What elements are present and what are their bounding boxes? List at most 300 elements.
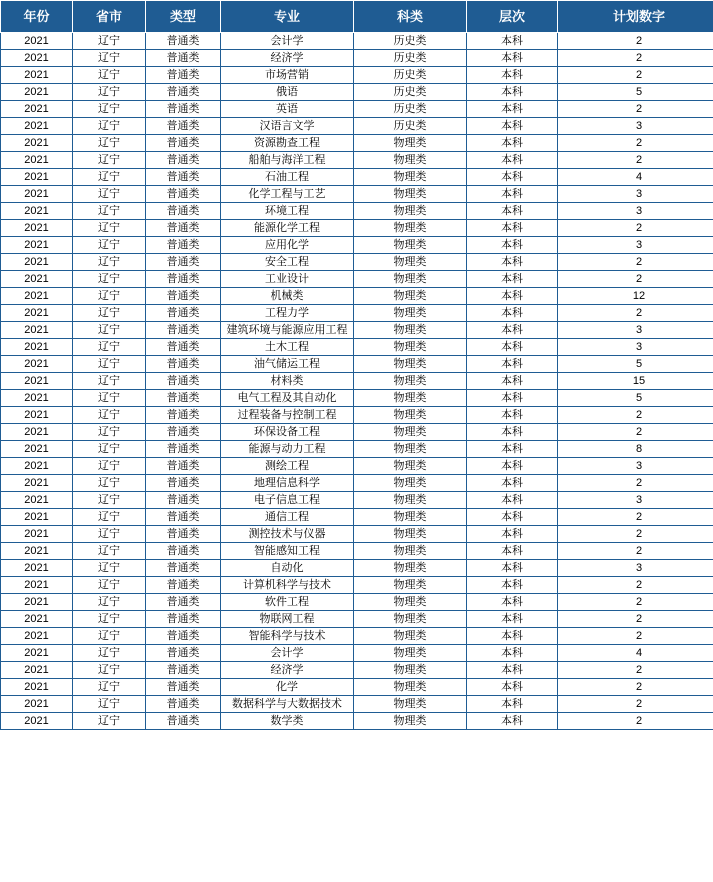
- cell-province: 辽宁: [73, 339, 146, 356]
- cell-level: 本科: [467, 118, 558, 135]
- table-row: [1, 475, 713, 492]
- cell-type: 普通类: [146, 203, 221, 220]
- cell-type: 普通类: [146, 118, 221, 135]
- cell-major: 土木工程: [221, 339, 354, 356]
- cell-province: 辽宁: [73, 152, 146, 169]
- cell-subject: 物理类: [354, 492, 467, 509]
- cell-type: 普通类: [146, 152, 221, 169]
- cell-level: 本科: [467, 356, 558, 373]
- cell-province: 辽宁: [73, 458, 146, 475]
- cell-province: 辽宁: [73, 594, 146, 611]
- column-header-level: 层次: [467, 1, 558, 33]
- cell-level: 本科: [467, 186, 558, 203]
- cell-subject: 物理类: [354, 220, 467, 237]
- cell-plan: 2: [558, 577, 713, 594]
- cell-province: 辽宁: [73, 33, 146, 50]
- cell-plan: 2: [558, 696, 713, 713]
- cell-type: 普通类: [146, 390, 221, 407]
- cell-plan: 2: [558, 611, 713, 628]
- cell-subject: 物理类: [354, 169, 467, 186]
- cell-major: 化学工程与工艺: [221, 186, 354, 203]
- cell-subject: 物理类: [354, 254, 467, 271]
- table-row: [1, 407, 713, 424]
- cell-major: 船舶与海洋工程: [221, 152, 354, 169]
- cell-level: 本科: [467, 33, 558, 50]
- table-row: [1, 373, 713, 390]
- cell-year: 2021: [1, 696, 73, 713]
- column-header-province: 省市: [73, 1, 146, 33]
- cell-type: 普通类: [146, 305, 221, 322]
- cell-type: 普通类: [146, 662, 221, 679]
- table-row: [1, 254, 713, 271]
- cell-level: 本科: [467, 475, 558, 492]
- table-body: [1, 33, 713, 730]
- cell-province: 辽宁: [73, 254, 146, 271]
- cell-level: 本科: [467, 322, 558, 339]
- cell-province: 辽宁: [73, 169, 146, 186]
- table-row: [1, 509, 713, 526]
- cell-level: 本科: [467, 84, 558, 101]
- cell-type: 普通类: [146, 254, 221, 271]
- cell-subject: 物理类: [354, 407, 467, 424]
- cell-major: 测绘工程: [221, 458, 354, 475]
- table-row: [1, 220, 713, 237]
- cell-type: 普通类: [146, 441, 221, 458]
- cell-plan: 2: [558, 305, 713, 322]
- cell-subject: 物理类: [354, 560, 467, 577]
- cell-level: 本科: [467, 492, 558, 509]
- cell-level: 本科: [467, 696, 558, 713]
- table-row: [1, 152, 713, 169]
- cell-level: 本科: [467, 543, 558, 560]
- cell-subject: 物理类: [354, 577, 467, 594]
- cell-subject: 物理类: [354, 611, 467, 628]
- table-row: [1, 305, 713, 322]
- cell-year: 2021: [1, 271, 73, 288]
- cell-province: 辽宁: [73, 696, 146, 713]
- cell-province: 辽宁: [73, 186, 146, 203]
- cell-subject: 物理类: [354, 152, 467, 169]
- cell-major: 智能科学与技术: [221, 628, 354, 645]
- table-row: [1, 50, 713, 67]
- cell-level: 本科: [467, 271, 558, 288]
- cell-province: 辽宁: [73, 50, 146, 67]
- cell-year: 2021: [1, 441, 73, 458]
- cell-level: 本科: [467, 203, 558, 220]
- cell-subject: 历史类: [354, 67, 467, 84]
- cell-year: 2021: [1, 543, 73, 560]
- cell-year: 2021: [1, 611, 73, 628]
- cell-province: 辽宁: [73, 509, 146, 526]
- cell-level: 本科: [467, 577, 558, 594]
- cell-plan: 2: [558, 662, 713, 679]
- cell-year: 2021: [1, 713, 73, 730]
- table-row: [1, 237, 713, 254]
- table-row: [1, 424, 713, 441]
- cell-plan: 8: [558, 441, 713, 458]
- cell-province: 辽宁: [73, 118, 146, 135]
- cell-level: 本科: [467, 135, 558, 152]
- cell-year: 2021: [1, 169, 73, 186]
- cell-year: 2021: [1, 322, 73, 339]
- cell-type: 普通类: [146, 288, 221, 305]
- cell-year: 2021: [1, 475, 73, 492]
- cell-type: 普通类: [146, 560, 221, 577]
- cell-major: 经济学: [221, 662, 354, 679]
- cell-province: 辽宁: [73, 288, 146, 305]
- cell-subject: 历史类: [354, 33, 467, 50]
- cell-year: 2021: [1, 67, 73, 84]
- cell-year: 2021: [1, 407, 73, 424]
- cell-year: 2021: [1, 526, 73, 543]
- cell-province: 辽宁: [73, 322, 146, 339]
- table-row: [1, 645, 713, 662]
- cell-subject: 物理类: [354, 662, 467, 679]
- cell-plan: 5: [558, 390, 713, 407]
- cell-type: 普通类: [146, 509, 221, 526]
- table-row: [1, 696, 713, 713]
- table-row: [1, 271, 713, 288]
- cell-type: 普通类: [146, 594, 221, 611]
- cell-major: 通信工程: [221, 509, 354, 526]
- cell-type: 普通类: [146, 186, 221, 203]
- cell-subject: 历史类: [354, 84, 467, 101]
- cell-subject: 历史类: [354, 50, 467, 67]
- cell-level: 本科: [467, 441, 558, 458]
- cell-year: 2021: [1, 84, 73, 101]
- cell-year: 2021: [1, 33, 73, 50]
- cell-plan: 12: [558, 288, 713, 305]
- table-row: [1, 288, 713, 305]
- cell-year: 2021: [1, 356, 73, 373]
- cell-plan: 2: [558, 152, 713, 169]
- cell-major: 能源化学工程: [221, 220, 354, 237]
- table-header-row: [1, 1, 713, 33]
- table-row: [1, 662, 713, 679]
- table-row: [1, 492, 713, 509]
- cell-subject: 物理类: [354, 645, 467, 662]
- cell-subject: 物理类: [354, 356, 467, 373]
- cell-year: 2021: [1, 560, 73, 577]
- cell-year: 2021: [1, 203, 73, 220]
- cell-type: 普通类: [146, 237, 221, 254]
- cell-type: 普通类: [146, 407, 221, 424]
- cell-province: 辽宁: [73, 305, 146, 322]
- cell-major: 物联网工程: [221, 611, 354, 628]
- cell-level: 本科: [467, 679, 558, 696]
- cell-major: 经济学: [221, 50, 354, 67]
- cell-major: 安全工程: [221, 254, 354, 271]
- cell-province: 辽宁: [73, 577, 146, 594]
- column-header-subject: 科类: [354, 1, 467, 33]
- cell-province: 辽宁: [73, 101, 146, 118]
- cell-major: 计算机科学与技术: [221, 577, 354, 594]
- cell-subject: 物理类: [354, 237, 467, 254]
- cell-province: 辽宁: [73, 713, 146, 730]
- cell-level: 本科: [467, 339, 558, 356]
- cell-level: 本科: [467, 458, 558, 475]
- cell-level: 本科: [467, 560, 558, 577]
- cell-subject: 物理类: [354, 424, 467, 441]
- cell-plan: 2: [558, 475, 713, 492]
- cell-major: 市场营销: [221, 67, 354, 84]
- cell-province: 辽宁: [73, 237, 146, 254]
- cell-major: 工程力学: [221, 305, 354, 322]
- cell-plan: 2: [558, 526, 713, 543]
- cell-year: 2021: [1, 424, 73, 441]
- cell-major: 能源与动力工程: [221, 441, 354, 458]
- cell-subject: 物理类: [354, 526, 467, 543]
- cell-year: 2021: [1, 390, 73, 407]
- cell-plan: 2: [558, 50, 713, 67]
- cell-plan: 2: [558, 407, 713, 424]
- table-row: [1, 169, 713, 186]
- cell-type: 普通类: [146, 543, 221, 560]
- cell-type: 普通类: [146, 220, 221, 237]
- cell-level: 本科: [467, 50, 558, 67]
- cell-level: 本科: [467, 237, 558, 254]
- cell-type: 普通类: [146, 271, 221, 288]
- cell-province: 辽宁: [73, 679, 146, 696]
- cell-subject: 物理类: [354, 458, 467, 475]
- cell-plan: 4: [558, 645, 713, 662]
- cell-province: 辽宁: [73, 407, 146, 424]
- cell-level: 本科: [467, 390, 558, 407]
- cell-major: 建筑环境与能源应用工程: [221, 322, 354, 339]
- cell-level: 本科: [467, 169, 558, 186]
- table-row: [1, 118, 713, 135]
- cell-major: 智能感知工程: [221, 543, 354, 560]
- cell-subject: 物理类: [354, 543, 467, 560]
- cell-type: 普通类: [146, 628, 221, 645]
- table-row: [1, 628, 713, 645]
- cell-level: 本科: [467, 645, 558, 662]
- cell-level: 本科: [467, 220, 558, 237]
- cell-subject: 物理类: [354, 373, 467, 390]
- cell-plan: 2: [558, 594, 713, 611]
- cell-province: 辽宁: [73, 373, 146, 390]
- cell-subject: 物理类: [354, 186, 467, 203]
- cell-type: 普通类: [146, 679, 221, 696]
- cell-province: 辽宁: [73, 645, 146, 662]
- cell-province: 辽宁: [73, 424, 146, 441]
- cell-type: 普通类: [146, 33, 221, 50]
- cell-year: 2021: [1, 339, 73, 356]
- table-row: [1, 679, 713, 696]
- column-header-major: 专业: [221, 1, 354, 33]
- table-row: [1, 84, 713, 101]
- cell-plan: 2: [558, 679, 713, 696]
- cell-major: 电气工程及其自动化: [221, 390, 354, 407]
- cell-year: 2021: [1, 679, 73, 696]
- cell-province: 辽宁: [73, 611, 146, 628]
- cell-major: 石油工程: [221, 169, 354, 186]
- cell-level: 本科: [467, 407, 558, 424]
- cell-type: 普通类: [146, 611, 221, 628]
- cell-major: 化学: [221, 679, 354, 696]
- cell-type: 普通类: [146, 475, 221, 492]
- cell-subject: 物理类: [354, 441, 467, 458]
- cell-province: 辽宁: [73, 441, 146, 458]
- column-header-type: 类型: [146, 1, 221, 33]
- cell-year: 2021: [1, 628, 73, 645]
- cell-level: 本科: [467, 628, 558, 645]
- cell-plan: 3: [558, 339, 713, 356]
- cell-year: 2021: [1, 237, 73, 254]
- cell-major: 软件工程: [221, 594, 354, 611]
- cell-subject: 物理类: [354, 696, 467, 713]
- cell-type: 普通类: [146, 169, 221, 186]
- cell-level: 本科: [467, 594, 558, 611]
- cell-year: 2021: [1, 458, 73, 475]
- cell-level: 本科: [467, 101, 558, 118]
- cell-plan: 15: [558, 373, 713, 390]
- cell-province: 辽宁: [73, 271, 146, 288]
- cell-year: 2021: [1, 288, 73, 305]
- table-row: [1, 67, 713, 84]
- cell-major: 应用化学: [221, 237, 354, 254]
- cell-province: 辽宁: [73, 390, 146, 407]
- cell-plan: 2: [558, 220, 713, 237]
- cell-year: 2021: [1, 662, 73, 679]
- cell-plan: 2: [558, 628, 713, 645]
- cell-subject: 物理类: [354, 339, 467, 356]
- table-row: [1, 186, 713, 203]
- cell-type: 普通类: [146, 101, 221, 118]
- cell-major: 过程装备与控制工程: [221, 407, 354, 424]
- cell-subject: 物理类: [354, 390, 467, 407]
- cell-major: 油气储运工程: [221, 356, 354, 373]
- cell-major: 电子信息工程: [221, 492, 354, 509]
- cell-level: 本科: [467, 288, 558, 305]
- column-header-plan: 计划数字: [558, 1, 713, 33]
- cell-type: 普通类: [146, 645, 221, 662]
- cell-plan: 2: [558, 543, 713, 560]
- cell-year: 2021: [1, 577, 73, 594]
- cell-plan: 2: [558, 135, 713, 152]
- cell-subject: 物理类: [354, 679, 467, 696]
- cell-major: 环境工程: [221, 203, 354, 220]
- cell-year: 2021: [1, 220, 73, 237]
- cell-major: 数据科学与大数据技术: [221, 696, 354, 713]
- table-row: [1, 356, 713, 373]
- cell-year: 2021: [1, 594, 73, 611]
- cell-type: 普通类: [146, 373, 221, 390]
- cell-year: 2021: [1, 492, 73, 509]
- cell-subject: 物理类: [354, 322, 467, 339]
- cell-type: 普通类: [146, 84, 221, 101]
- cell-level: 本科: [467, 67, 558, 84]
- cell-plan: 3: [558, 458, 713, 475]
- table-row: [1, 390, 713, 407]
- cell-type: 普通类: [146, 135, 221, 152]
- cell-type: 普通类: [146, 424, 221, 441]
- cell-type: 普通类: [146, 696, 221, 713]
- cell-level: 本科: [467, 373, 558, 390]
- cell-year: 2021: [1, 101, 73, 118]
- cell-province: 辽宁: [73, 203, 146, 220]
- cell-level: 本科: [467, 254, 558, 271]
- cell-subject: 历史类: [354, 101, 467, 118]
- cell-year: 2021: [1, 186, 73, 203]
- cell-plan: 3: [558, 237, 713, 254]
- table-row: [1, 101, 713, 118]
- cell-year: 2021: [1, 305, 73, 322]
- cell-major: 会计学: [221, 33, 354, 50]
- table-row: [1, 322, 713, 339]
- cell-province: 辽宁: [73, 526, 146, 543]
- cell-type: 普通类: [146, 322, 221, 339]
- cell-major: 材料类: [221, 373, 354, 390]
- table-row: [1, 713, 713, 730]
- cell-year: 2021: [1, 135, 73, 152]
- cell-plan: 2: [558, 101, 713, 118]
- cell-subject: 物理类: [354, 288, 467, 305]
- cell-year: 2021: [1, 152, 73, 169]
- cell-year: 2021: [1, 254, 73, 271]
- cell-plan: 3: [558, 203, 713, 220]
- cell-plan: 3: [558, 560, 713, 577]
- cell-province: 辽宁: [73, 492, 146, 509]
- cell-subject: 历史类: [354, 118, 467, 135]
- cell-subject: 物理类: [354, 628, 467, 645]
- cell-major: 汉语言文学: [221, 118, 354, 135]
- cell-province: 辽宁: [73, 662, 146, 679]
- cell-province: 辽宁: [73, 475, 146, 492]
- cell-province: 辽宁: [73, 84, 146, 101]
- cell-major: 机械类: [221, 288, 354, 305]
- cell-major: 英语: [221, 101, 354, 118]
- cell-year: 2021: [1, 509, 73, 526]
- cell-type: 普通类: [146, 577, 221, 594]
- table-row: [1, 560, 713, 577]
- table-row: [1, 594, 713, 611]
- cell-type: 普通类: [146, 67, 221, 84]
- cell-type: 普通类: [146, 526, 221, 543]
- cell-plan: 3: [558, 492, 713, 509]
- table-row: [1, 135, 713, 152]
- cell-level: 本科: [467, 526, 558, 543]
- cell-plan: 4: [558, 169, 713, 186]
- cell-level: 本科: [467, 662, 558, 679]
- cell-level: 本科: [467, 509, 558, 526]
- column-header-year: 年份: [1, 1, 73, 33]
- cell-plan: 2: [558, 713, 713, 730]
- cell-plan: 2: [558, 271, 713, 288]
- cell-level: 本科: [467, 152, 558, 169]
- cell-subject: 物理类: [354, 203, 467, 220]
- cell-type: 普通类: [146, 713, 221, 730]
- cell-major: 会计学: [221, 645, 354, 662]
- cell-subject: 物理类: [354, 509, 467, 526]
- table-row: [1, 458, 713, 475]
- cell-plan: 5: [558, 84, 713, 101]
- cell-major: 自动化: [221, 560, 354, 577]
- table-row: [1, 611, 713, 628]
- cell-year: 2021: [1, 645, 73, 662]
- cell-province: 辽宁: [73, 67, 146, 84]
- cell-plan: 2: [558, 254, 713, 271]
- cell-plan: 3: [558, 118, 713, 135]
- table-row: [1, 203, 713, 220]
- table-row: [1, 441, 713, 458]
- cell-province: 辽宁: [73, 220, 146, 237]
- table-header: [1, 1, 713, 33]
- cell-year: 2021: [1, 50, 73, 67]
- cell-major: 环保设备工程: [221, 424, 354, 441]
- cell-subject: 物理类: [354, 594, 467, 611]
- cell-major: 俄语: [221, 84, 354, 101]
